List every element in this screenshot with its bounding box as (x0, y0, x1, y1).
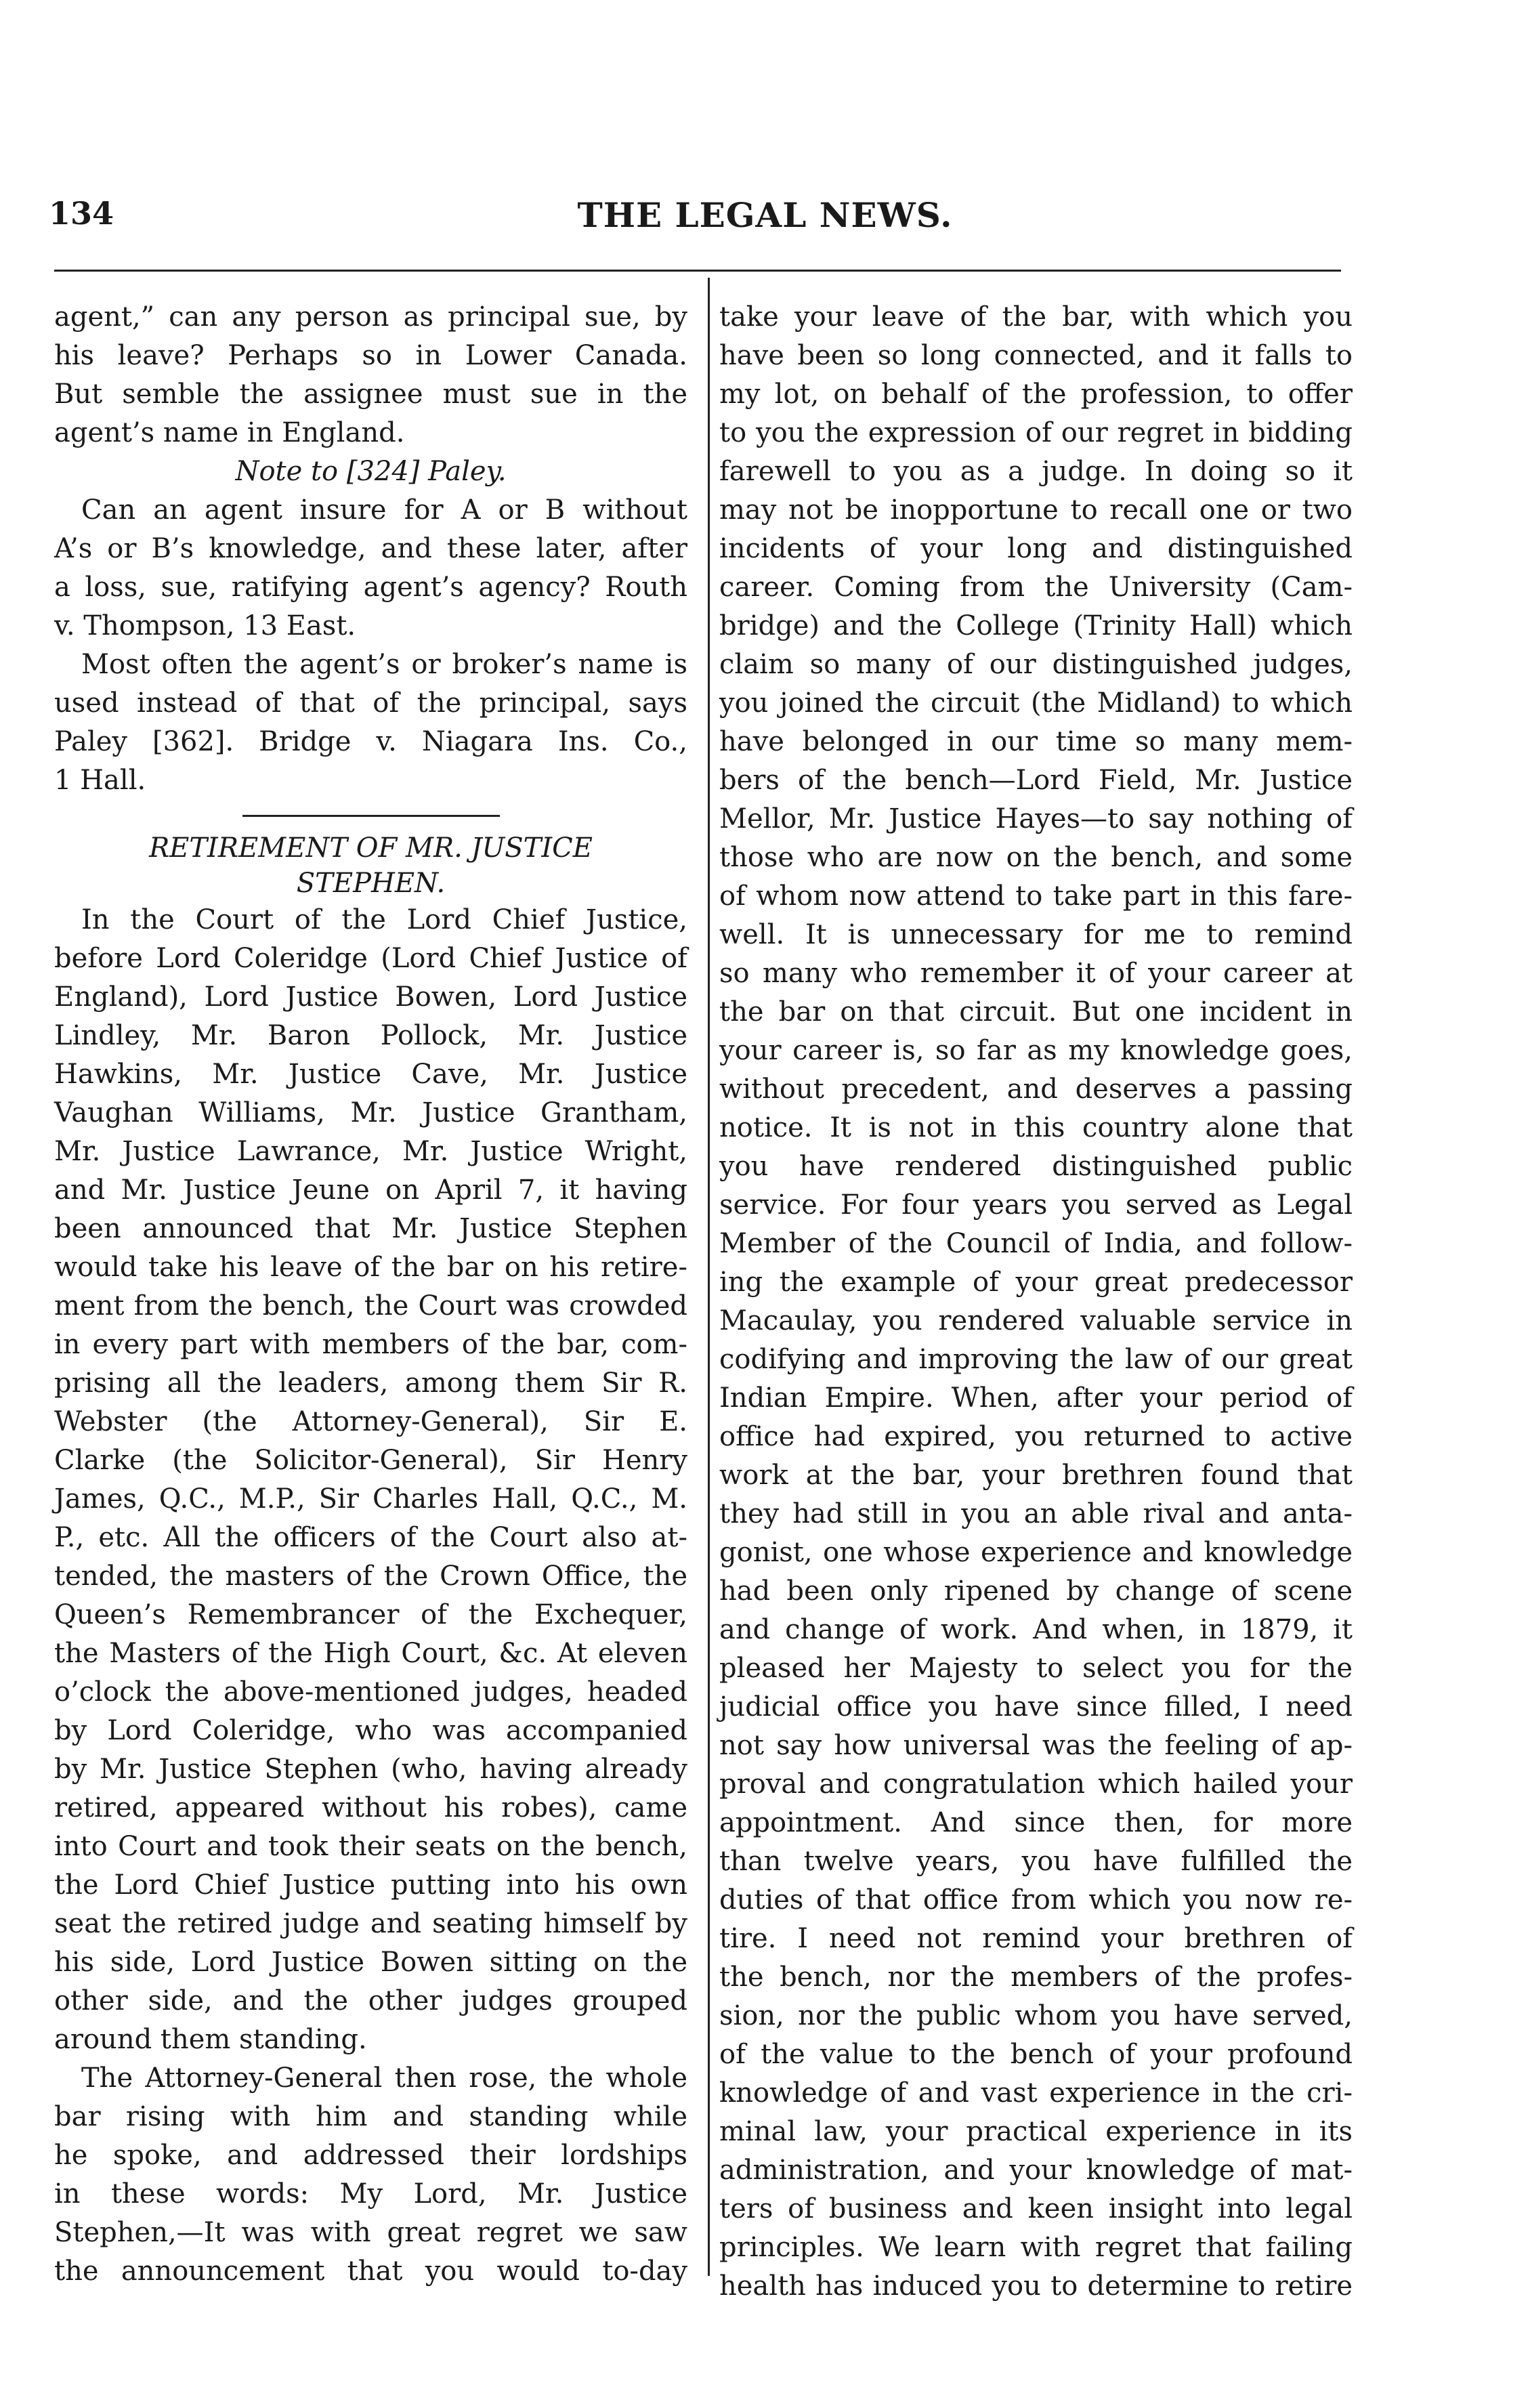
article-heading-cont: STEPHEN. (296, 868, 446, 899)
text-line: The Attorney-General then rose, the whole (81, 2063, 687, 2094)
text-line: would take his leave of the bar on his retire- (54, 1252, 687, 1283)
text-line: the announcement that you would to-day (54, 2256, 687, 2287)
text-line: take your leave of the bar, with which you (719, 301, 1353, 333)
text-line: around them standing. (54, 2024, 367, 2055)
text-line: Macaulay, you rendered valuable service in (719, 1305, 1353, 1336)
text-line: into Court and took their seats on the bench, (54, 1831, 687, 1862)
text-line: the Masters of the High Court, &c. At eleven (54, 1638, 687, 1669)
header-rule (54, 270, 1341, 272)
text-line: than twelve years, you have fulfilled the (719, 1846, 1353, 1877)
paragraph-agent-name (54, 298, 687, 452)
text-line: by Lord Coleridge, who was accompanied (54, 1715, 687, 1746)
paragraph-attorney-general (54, 2059, 687, 2291)
text-line: career. Coming from the University (Cam- (719, 572, 1353, 603)
text-line: minal law, your practical experience in its (719, 2116, 1353, 2147)
text-line: tended, the masters of the Crown Office, the (54, 1561, 687, 1592)
text-line: Member of the Council of India, and follow- (719, 1228, 1353, 1259)
running-head: THE LEGAL NEWS. (577, 195, 953, 235)
text-line: the bar on that circuit. But one incident in (719, 996, 1353, 1028)
text-line: Mellor, Mr. Justice Hayes—to say nothing of (719, 803, 1353, 835)
text-line: agent’s name in England. (54, 417, 405, 448)
text-line: Vaughan Williams, Mr. Justice Grantham, (54, 1097, 687, 1128)
text-line: his leave? Perhaps so in Lower Canada. (54, 340, 687, 371)
text-line: been announced that Mr. Justice Stephen (54, 1213, 687, 1244)
text-line: other side, and the other judges grouped (54, 1985, 687, 2016)
text-line: office had expired, you returned to active (719, 1421, 1353, 1452)
text-line: Indian Empire. When, after your period of (719, 1382, 1353, 1414)
page-number: 134 (49, 195, 114, 232)
text-line: Queen’s Remembrancer of the Exchequer, (54, 1599, 687, 1630)
text-line: the Lord Chief Justice putting into his own (54, 1870, 687, 1901)
text-line: so many who remember it of your career at (719, 958, 1353, 989)
text-line: the bench, nor the members of the profes- (719, 1962, 1353, 1993)
text-line: before Lord Coleridge (Lord Chief Justice of (54, 943, 687, 974)
text-line: Clarke (the Solicitor-General), Sir Henry (54, 1445, 687, 1476)
text-line: duties of that office from which you now re- (719, 1884, 1353, 1916)
text-line: Webster (the Attorney-General), Sir E. (54, 1406, 687, 1437)
article-heading: RETIREMENT OF MR. JUSTICE (149, 832, 593, 864)
text-line: and change of work. And when, in 1879, it (719, 1614, 1353, 1645)
text-line: have been so long connected, and it falls to (719, 340, 1353, 371)
text-line: But semble the assignee must sue in the (54, 379, 687, 410)
text-line: agent,” can any person as principal sue, by (54, 301, 687, 333)
text-line: Most often the agent’s or broker’s name is (81, 649, 687, 680)
text-line: In the Court of the Lord Chief Justice, (81, 904, 687, 935)
right-column (719, 298, 1353, 2306)
text-line: appointment. And since then, for more (719, 1807, 1353, 1838)
text-line: seat the retired judge and seating himself by (54, 1908, 687, 1939)
text-line: he spoke, and addressed their lordships (54, 2140, 687, 2171)
text-line: my lot, on behalf of the profession, to offer (719, 379, 1353, 410)
text-line: gonist, one whose experience and knowledge (719, 1537, 1353, 1568)
text-line: Paley [362]. Bridge v. Niagara Ins. Co., (54, 726, 687, 757)
section-rule (242, 815, 500, 817)
text-line: principles. We learn with regret that failing (719, 2232, 1353, 2263)
text-line: not say how universal was the feeling of ap- (719, 1730, 1353, 1761)
text-line: farewell to you as a judge. In doing so it (719, 456, 1353, 487)
paragraph-broker (54, 646, 687, 800)
text-line: you have rendered distinguished public (719, 1151, 1353, 1182)
text-line: in every part with members of the bar, com- (54, 1329, 687, 1360)
text-line: P., etc. All the officers of the Court also at- (54, 1522, 687, 1553)
text-line: health has induced you to determine to retire (719, 2270, 1353, 2302)
text-line: without precedent, and deserves a passing (719, 1074, 1353, 1105)
text-line: had been only ripened by change of scene (719, 1576, 1353, 1607)
text-line: Mr. Justice Lawrance, Mr. Justice Wright, (54, 1136, 687, 1167)
text-line: to you the expression of our regret in bidding (719, 417, 1353, 448)
text-line: retired, appeared without his robes), came (54, 1792, 687, 1823)
text-line: judicial office you have since filled, I need (719, 1691, 1353, 1723)
text-line: claim so many of our distinguished judges, (719, 649, 1353, 680)
text-line: pleased her Majesty to select you for the (719, 1653, 1353, 1684)
text-line: codifying and improving the law of our great (719, 1344, 1353, 1375)
text-line: Lindley, Mr. Baron Pollock, Mr. Justice (54, 1020, 687, 1051)
note-citation: Note to [324] Paley. (235, 456, 507, 487)
text-line: James, Q.C., M.P., Sir Charles Hall, Q.C., M. (54, 1483, 687, 1515)
text-line: incidents of your long and distinguished (719, 533, 1353, 564)
paragraph-court (54, 901, 687, 2059)
paragraph-speech (719, 298, 1353, 2306)
text-line: Hawkins, Mr. Justice Cave, Mr. Justice (54, 1059, 687, 1090)
text-line: ters of business and keen insight into legal (719, 2193, 1353, 2224)
text-line: have belonged in our time so many mem- (719, 726, 1353, 757)
text-line: in these words: My Lord, Mr. Justice (54, 2178, 687, 2210)
text-line: tire. I need not remind your brethren of (719, 1923, 1353, 1954)
text-line: 1 Hall. (54, 765, 146, 796)
left-column (54, 298, 687, 2291)
text-line: by Mr. Justice Stephen (who, having already (54, 1754, 687, 1785)
text-line: administration, and your knowledge of mat- (719, 2155, 1353, 2186)
text-line: Stephen,—It was with great regret we saw (54, 2217, 687, 2248)
text-line: they had still in you an able rival and anta- (719, 1498, 1353, 1529)
text-line: a loss, sue, ratifying agent’s agency? Routh (54, 572, 687, 603)
text-line: ment from the bench, the Court was crowded (54, 1290, 687, 1322)
text-line: Can an agent insure for A or B without (81, 494, 687, 526)
text-line: A’s or B’s knowledge, and these later, after (54, 533, 687, 564)
text-line: ing the example of your great predecessor (719, 1267, 1353, 1298)
text-line: sion, nor the public whom you have served, (719, 2000, 1353, 2031)
column-divider (708, 278, 710, 2276)
text-line: o’clock the above-mentioned judges, headed (54, 1676, 687, 1708)
text-line: prising all the leaders, among them Sir R. (54, 1368, 687, 1399)
paragraph-insure (54, 491, 687, 646)
text-line: England), Lord Justice Bowen, Lord Justice (54, 981, 687, 1013)
text-line: you joined the circuit (the Midland) to which (719, 688, 1353, 719)
text-line: bridge) and the College (Trinity Hall) which (719, 610, 1353, 641)
text-line: bers of the bench—Lord Field, Mr. Justice (719, 765, 1353, 796)
text-line: and Mr. Justice Jeune on April 7, it having (54, 1175, 687, 1206)
text-line: bar rising with him and standing while (54, 2101, 687, 2132)
text-line: work at the bar, your brethren found that (719, 1460, 1353, 1491)
text-line: service. For four years you served as Legal (719, 1189, 1353, 1221)
text-line: notice. It is not in this country alone that (719, 1112, 1353, 1143)
text-line: used instead of that of the principal, says (54, 688, 687, 719)
text-line: proval and congratulation which hailed your (719, 1769, 1353, 1800)
text-line: well. It is unnecessary for me to remind (719, 919, 1353, 950)
text-line: may not be inopportune to recall one or two (719, 494, 1353, 526)
text-line: your career is, so far as my knowledge goes, (719, 1035, 1353, 1066)
text-line: his side, Lord Justice Bowen sitting on the (54, 1947, 687, 1978)
text-line: those who are now on the bench, and some (719, 842, 1353, 873)
text-line: of whom now attend to take part in this fare- (719, 881, 1353, 912)
text-line: knowledge of and vast experience in the cri- (719, 2077, 1353, 2109)
text-line: of the value to the bench of your profound (719, 2039, 1353, 2070)
text-line: v. Thompson, 13 East. (54, 610, 356, 641)
